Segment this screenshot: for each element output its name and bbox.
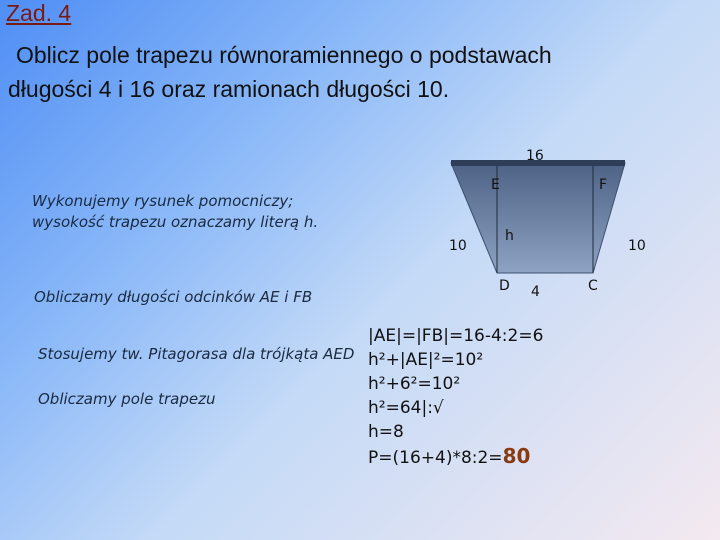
calc-line-5: h=8 bbox=[368, 422, 404, 442]
task-line-1: Oblicz pole trapezu równoramiennego o podstawach bbox=[16, 42, 552, 68]
note-segments: Obliczamy długości odcinków AE i FB bbox=[34, 288, 313, 306]
label-point-f: F bbox=[599, 177, 608, 193]
calc-line-4: h²=64|:√ bbox=[368, 398, 444, 418]
label-right-leg: 10 bbox=[628, 238, 646, 254]
label-height: h bbox=[505, 228, 514, 244]
calc-area-formula: P=(16+4)*8:2= bbox=[368, 448, 503, 468]
slide-title: Zad. 4 bbox=[6, 0, 72, 26]
calc-result: 80 bbox=[502, 444, 531, 468]
label-point-e: E bbox=[491, 177, 500, 193]
label-point-d: D bbox=[499, 278, 510, 294]
label-left-leg: 10 bbox=[449, 238, 467, 254]
note-area: Obliczamy pole trapezu bbox=[38, 390, 216, 408]
calc-line-1: |AE|=|FB|=16-4:2=6 bbox=[368, 326, 544, 346]
task-line-2: długości 4 i 16 oraz ramionach długości 10. bbox=[8, 76, 450, 102]
note-drawing: Wykonujemy rysunek pomocniczy; wysokość trapezu oznaczamy literą h. bbox=[32, 192, 319, 231]
calc-line-3: h²+6²=10² bbox=[368, 374, 461, 394]
calc-line-6 bbox=[368, 444, 543, 470]
calc-line-2: h²+|AE|²=10² bbox=[368, 350, 484, 370]
label-top-base: 16 bbox=[526, 148, 544, 164]
label-point-c: C bbox=[588, 278, 598, 294]
calculation-block bbox=[368, 324, 543, 470]
note-pythagoras: Stosujemy tw. Pitagorasa dla trójkąta AED bbox=[38, 345, 355, 363]
label-bottom-base: 4 bbox=[531, 284, 540, 300]
